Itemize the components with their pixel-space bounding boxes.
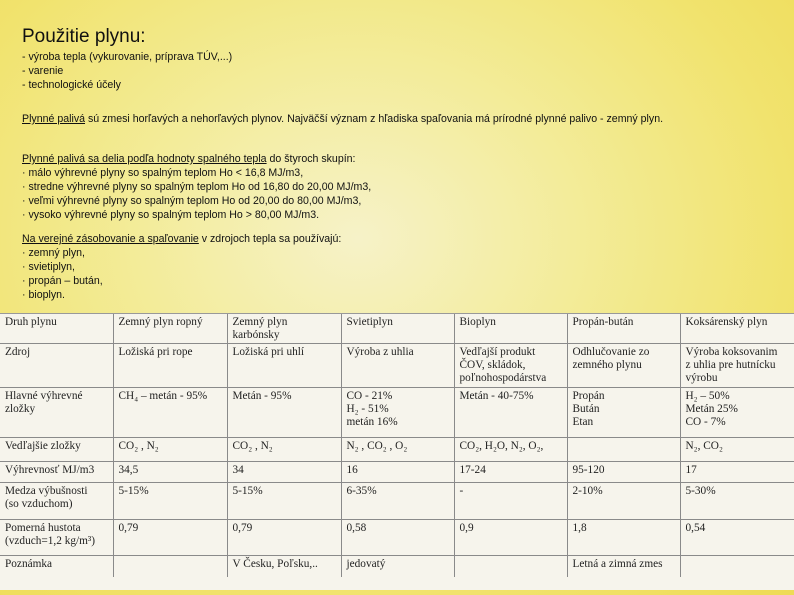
table-cell: [680, 556, 794, 578]
table-cell: Ložiská pri uhlí: [227, 344, 341, 388]
list-item: · málo výhrevné plyny so spalným teplom Ho < 16,8 MJ/m3,: [22, 167, 304, 179]
table-cell: H₂ – 50% Metán 25% CO - 7%: [680, 388, 794, 438]
table-cell: [113, 556, 227, 578]
table-cell: Zemný plyn ropný: [113, 314, 227, 344]
supply-rest: v zdrojoch tepla sa používajú:: [198, 233, 342, 245]
table-cell: Výroba koksovanim z uhlia pre hutnícku výrobu: [680, 344, 794, 388]
table-cell: [567, 438, 680, 462]
table-cell: 0,54: [680, 520, 794, 556]
paragraph-gaseous-fuels: [22, 112, 752, 126]
table-cell: -: [454, 483, 567, 520]
list-item: · zemný plyn,: [22, 247, 85, 259]
table-cell: Ložiská pri rope: [113, 344, 227, 388]
table-cell: Propán Bután Etan: [567, 388, 680, 438]
table-cell: CO₂ , N₂: [227, 438, 341, 462]
paragraph-classification: [22, 152, 752, 222]
table-cell: Propán-bután: [567, 314, 680, 344]
table-row: [0, 462, 794, 483]
table-header-row: [0, 314, 794, 344]
table-row: [0, 344, 794, 388]
table-cell: 0,79: [113, 520, 227, 556]
table-cell: CO₂, H₂O, N₂, O₂,: [454, 438, 567, 462]
list-item: - varenie: [22, 65, 64, 77]
table-cell: 5-30%: [680, 483, 794, 520]
list-item: · vysoko výhrevné plyny so spalným teplom Ho > 80,00 MJ/m3.: [22, 209, 320, 221]
table-cell: V Česku, Poľsku,..: [227, 556, 341, 578]
table-cell: Bioplyn: [454, 314, 567, 344]
table-cell: 0,58: [341, 520, 454, 556]
table-cell: 6-35%: [341, 483, 454, 520]
list-item: · svietiplyn,: [22, 261, 75, 273]
row-label-cell: Vedľajšie zložky: [0, 438, 113, 462]
list-item: - technologické účely: [22, 79, 121, 91]
table-cell: CO₂ , N₂: [113, 438, 227, 462]
term-gaseous-fuels: Plynné palivá: [22, 113, 86, 125]
uses-list: [22, 50, 232, 92]
table-cell: 95-120: [567, 462, 680, 483]
row-label-cell: Poznámka: [0, 556, 113, 578]
table-cell: 5-15%: [227, 483, 341, 520]
list-item: · stredne výhrevné plyny so spalným teplom Ho od 16,80 do 20,00 MJ/m3,: [22, 181, 372, 193]
row-label-cell: Hlavné výhrevné zložky: [0, 388, 113, 438]
table-row: [0, 520, 794, 556]
table-cell: 17-24: [454, 462, 567, 483]
list-item: · bioplyn.: [22, 289, 65, 301]
supply-lead: Na verejné zásobovanie a spaľovanie: [22, 233, 199, 245]
table-cell: Koksárenský plyn: [680, 314, 794, 344]
table-cell: 0,9: [454, 520, 567, 556]
table-cell: CO - 21% H₂ - 51% metán 16%: [341, 388, 454, 438]
table-cell: Vedľajší produkt ČOV, skládok, poľnohospodárstva: [454, 344, 567, 388]
list-item: - výroba tepla (vykurovanie, príprava TÚV,...): [22, 51, 233, 63]
classification-rest: do štyroch skupín:: [266, 153, 356, 165]
table-row: [0, 556, 794, 578]
table-cell: [454, 556, 567, 578]
table-cell: CH₄ – metán - 95%: [113, 388, 227, 438]
table-cell: Odhlučovanie zo zemného plynu: [567, 344, 680, 388]
list-item: · propán – bután,: [22, 275, 103, 287]
row-label-cell: Medza výbušnosti (so vzduchom): [0, 483, 113, 520]
table-cell: N₂ , CO₂ , O₂: [341, 438, 454, 462]
row-label-cell: Výhrevnosť MJ/m3: [0, 462, 113, 483]
table-cell: Zemný plyn karbónsky: [227, 314, 341, 344]
table-cell: N₂, CO₂: [680, 438, 794, 462]
slide-title: Použitie plynu:: [22, 26, 146, 47]
table-row: [0, 438, 794, 462]
table-cell: 34,5: [113, 462, 227, 483]
table-cell: 17: [680, 462, 794, 483]
row-label-cell: Zdroj: [0, 344, 113, 388]
paragraph-public-supply: [22, 232, 752, 302]
table-cell: 16: [341, 462, 454, 483]
table-row: [0, 388, 794, 438]
table-cell: 1,8: [567, 520, 680, 556]
table-cell: Letná a zimná zmes: [567, 556, 680, 578]
gas-comparison-table: [0, 313, 794, 590]
table-cell: 34: [227, 462, 341, 483]
table-cell: Metán - 95%: [227, 388, 341, 438]
table-cell: Metán - 40-75%: [454, 388, 567, 438]
table-cell: Výroba z uhlia: [341, 344, 454, 388]
list-item: · veľmi výhrevné plyny so spalným teplom Ho od 20,00 do 80,00 MJ/m3,: [22, 195, 362, 207]
table-cell: jedovatý: [341, 556, 454, 578]
row-label-cell: Pomerná hustota (vzduch=1,2 kg/m³): [0, 520, 113, 556]
table-cell: 5-15%: [113, 483, 227, 520]
table-cell: Svietiplyn: [341, 314, 454, 344]
table-cell: 0,79: [227, 520, 341, 556]
table-cell: 2-10%: [567, 483, 680, 520]
paragraph-text: sú zmesi horľavých a nehorľavých plynov. Najväčší význam z hľadiska spaľovania má prírodné plynné palivo - zemný plyn.: [85, 113, 664, 125]
row-label-cell: Druh plynu: [0, 314, 113, 344]
classification-lead: Plynné palivá sa delia podľa hodnoty spalného tepla: [22, 153, 267, 165]
table-row: [0, 483, 794, 520]
